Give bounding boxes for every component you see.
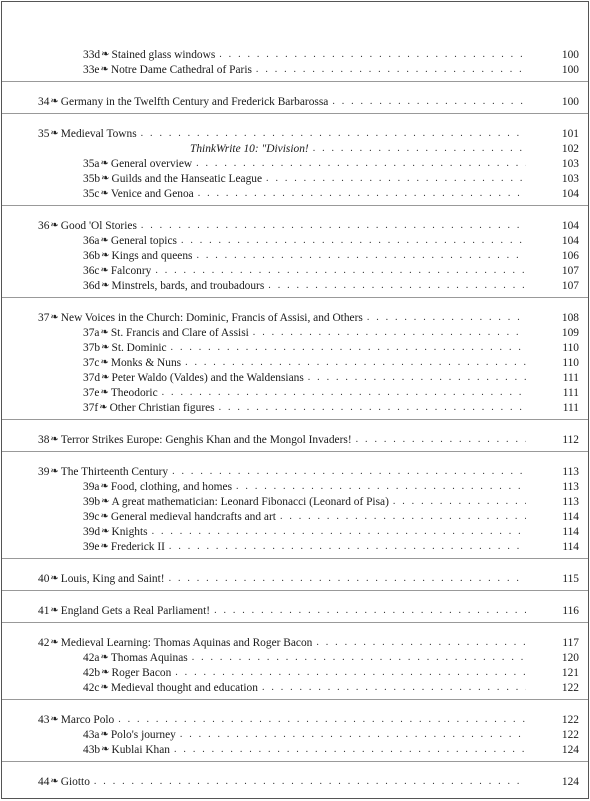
toc-entry-number: 39a [83,481,100,494]
toc-page-number: 117 [562,637,579,650]
dot-leader [262,172,526,186]
toc-section-row[interactable] [2,279,588,293]
toc-entry-title: Knights [111,525,148,538]
dot-leader [194,187,526,201]
toc-entry-number: 37f [83,401,99,414]
toc-entry-number: 39e [83,540,100,553]
dot-leader [168,465,526,479]
toc-entry-title: Guilds and the Hanseatic League [111,173,263,186]
toc-entry-number: 36c [83,265,100,278]
toc-entry-title: St. Dominic [111,342,167,355]
toc-section-row[interactable] [2,651,588,665]
toc-entry-title: Medieval Learning: Thomas Aquinas and Roger Bacon [60,637,313,650]
toc-section-row[interactable] [2,341,588,355]
fleuron-icon: ❧ [99,401,108,413]
toc-entry-title: General overview [110,158,193,171]
toc-entry-number: 43b [83,744,101,757]
toc-chapter-row[interactable] [2,775,588,789]
toc-entry-title: Minstrels, bards, and troubadours [111,280,265,292]
toc-page-number: 100 [561,49,579,61]
toc-entry-number: 36d [83,280,101,292]
toc-section-row[interactable] [2,326,588,340]
fleuron-icon: ❧ [50,434,59,445]
toc-page-number: 109 [561,327,579,340]
toc-entry-title: Stained glass windows [111,49,216,61]
fleuron-icon: ❧ [100,188,109,200]
section-divider [2,297,588,298]
toc-entry-title: Frederick II [110,540,165,553]
dot-leader [192,249,526,263]
toc-page-number: 124 [561,744,579,757]
fleuron-icon: ❧ [50,96,59,108]
toc-entry-number: 35 [38,128,50,141]
toc-chapter-row[interactable] [2,433,588,447]
section-divider [2,451,588,452]
toc-entry-number: 37c [83,357,100,369]
toc-section-row[interactable] [2,510,588,524]
toc-section-row[interactable] [2,540,588,554]
dot-leader [363,311,526,325]
toc-section-row[interactable] [2,249,588,263]
fleuron-icon: ❧ [100,158,109,170]
toc-section-row[interactable] [2,157,588,171]
toc-entry-title: St. Francis and Clare of Assisi [110,327,249,340]
fleuron-icon: ❧ [100,357,109,368]
dot-leader [258,681,526,695]
toc-chapter-row[interactable] [2,713,588,727]
dot-leader [176,728,526,742]
toc-page-number: 113 [562,466,579,479]
toc-entry-title: General medieval handcrafts and art [110,511,276,523]
toc-page-number: 103 [561,173,579,186]
dot-leader [137,127,526,141]
fleuron-icon: ❧ [101,250,110,262]
dot-leader [158,386,526,400]
toc-page-number: 114 [562,540,579,553]
toc-chapter-row[interactable] [2,604,588,618]
fleuron-icon: ❧ [50,573,59,585]
toc-entry-number: 39b [83,496,101,509]
toc-entry-number: 37 [38,312,50,325]
toc-entry-title: Marco Polo [60,714,115,727]
section-divider [2,81,588,82]
toc-page-number: 112 [562,434,579,446]
toc-page-number: 120 [561,652,579,665]
dot-leader [312,636,526,650]
toc-entry-number: 42 [38,637,50,650]
toc-entry-number: 36b [83,250,101,263]
toc-entry-number: 35b [83,173,101,186]
toc-entry-title: New Voices in the Church: Dominic, Francis of Assisi, and Others [60,312,363,325]
toc-section-row[interactable] [2,234,588,248]
toc-page-number: 111 [562,386,579,399]
toc-page-number: 101 [561,128,579,141]
toc-chapter-row[interactable] [2,219,588,233]
dot-leader [276,510,526,524]
toc-entry-title: Venice and Genoa [110,188,194,201]
fleuron-icon: ❧ [50,637,59,649]
toc-entry-number: 37b [83,342,101,355]
dot-leader [171,666,526,680]
toc-page-number: 122 [561,714,579,727]
dot-leader [249,326,526,340]
fleuron-icon: ❧ [101,342,110,354]
fleuron-icon: ❧ [101,744,110,756]
toc-page-number: 110 [562,342,579,355]
section-divider [2,113,588,114]
toc-entry-number: 39d [83,525,101,538]
dot-leader [304,371,526,385]
toc-entry-number: 42c [83,682,100,695]
toc-page-number: 111 [562,401,579,414]
dot-leader [232,480,526,494]
toc-entry-title: General topics [110,235,177,248]
toc-page-number: 100 [561,96,579,109]
toc-section-row[interactable] [2,172,588,186]
toc-entry-number: 40 [38,573,50,586]
fleuron-icon: ❧ [101,496,110,508]
toc-section-row[interactable] [2,743,588,757]
dot-leader [181,356,526,370]
fleuron-icon: ❧ [50,312,59,324]
toc-entry-title: Notre Dame Cathedral of Paris [110,63,252,76]
section-divider [2,622,588,623]
toc-page-number: 113 [562,481,579,494]
toc-entry-number: 33d [83,49,101,61]
toc-page-number: 107 [561,265,579,278]
toc-entry-title: Terror Strikes Europe: Genghis Khan and the Mongol Invaders! [60,434,352,446]
toc-section-row[interactable] [2,371,588,385]
fleuron-icon: ❧ [100,511,109,522]
toc-page-number: 100 [561,63,579,76]
dot-leader [389,495,526,509]
toc-entry-number: 35a [83,158,100,171]
toc-entry-title: Louis, King and Saint! [60,573,165,586]
toc-entry-title: Theodoric [110,386,158,399]
toc-entry-title: Good 'Ol Stories [60,220,137,233]
toc-page-number: 115 [562,573,579,586]
toc-page-number: 124 [561,776,579,789]
dot-leader [188,651,526,665]
toc-entry-title: Roger Bacon [111,667,172,680]
toc-entry-title: Giotto [60,776,90,789]
toc-entry-number: 36 [38,220,50,233]
toc-page-number: 116 [562,605,579,618]
fleuron-icon: ❧ [100,540,109,552]
toc-section-row[interactable] [2,187,588,201]
toc-entry-title: Kings and queens [111,250,193,263]
toc-page-number: 113 [562,496,579,509]
fleuron-icon: ❧ [50,714,59,726]
toc-entry-number: 43a [83,729,100,742]
toc-page-number: 106 [561,250,579,263]
toc-entry-number: 33e [83,63,100,76]
fleuron-icon: ❧ [100,386,109,398]
section-divider [2,205,588,206]
toc-section-row[interactable] [2,495,588,509]
dot-leader [151,264,526,278]
toc-entry-number: 36a [83,235,100,248]
dot-leader [165,572,526,586]
dot-leader [177,234,526,248]
fleuron-icon: ❧ [50,220,59,232]
fleuron-icon: ❧ [101,667,110,679]
toc-page-number: 122 [561,729,579,742]
toc-section-row[interactable] [2,401,588,415]
toc-section-row[interactable] [2,525,588,539]
toc-page-number: 103 [561,158,579,171]
toc-chapter-row[interactable] [2,572,588,586]
dot-leader [165,540,526,554]
section-divider [2,699,588,700]
toc-entry-title: Medieval thought and education [110,682,258,695]
dot-leader [192,157,526,171]
fleuron-icon: ❧ [100,265,109,277]
fleuron-icon: ❧ [101,371,110,383]
fleuron-icon: ❧ [100,327,109,339]
toc-entry-title: A great mathematician: Leonard Fibonacci (Leonard of Pisa) [111,496,389,509]
dot-leader [215,401,526,415]
toc-page-number: 110 [562,357,579,369]
fleuron-icon: ❧ [50,128,59,140]
dot-leader [170,743,526,757]
fleuron-icon: ❧ [50,605,59,617]
toc-section-row[interactable] [2,681,588,695]
dot-leader [352,433,526,447]
fleuron-icon: ❧ [100,729,109,741]
dot-leader [148,525,526,539]
toc-entry-number: 41 [38,605,50,618]
fleuron-icon: ❧ [50,466,59,478]
fleuron-icon: ❧ [101,525,110,537]
toc-entry-title: Food, clothing, and homes [110,481,233,494]
toc-section-row[interactable] [2,48,588,62]
toc-chapter-row[interactable] [2,636,588,650]
toc-page-number: 104 [561,220,579,233]
dot-leader [328,95,526,109]
dot-leader [210,604,526,618]
toc-entry-title: Peter Waldo (Valdes) and the Waldensians [111,371,304,384]
toc-entry-number: 37e [83,386,100,399]
toc-section-row[interactable] [2,480,588,494]
toc-page-number: 114 [562,525,579,538]
fleuron-icon: ❧ [50,776,59,788]
toc-section-row[interactable] [2,728,588,742]
toc-entry-title: Thomas Aquinas [110,652,188,665]
toc-entry-number: 34 [38,96,50,109]
section-divider [2,590,588,591]
toc-entry-title: ThinkWrite 10: "Division! [190,143,309,156]
fleuron-icon: ❧ [100,652,109,664]
toc-page-number: 111 [562,371,579,384]
toc-chapter-row[interactable] [2,465,588,479]
toc-entry-title: Medieval Towns [60,128,137,141]
fleuron-icon: ❧ [100,682,109,694]
toc-chapter-row[interactable] [2,311,588,325]
dot-leader [252,63,526,77]
toc-entry-title: Polo's journey [110,729,176,742]
fleuron-icon: ❧ [100,235,109,247]
fleuron-icon: ❧ [101,280,110,291]
toc-entry-number: 35c [83,188,100,201]
toc-section-row[interactable] [2,386,588,400]
fleuron-icon: ❧ [100,63,109,75]
toc-entry-title: England Gets a Real Parliament! [60,605,211,618]
dot-leader [264,279,526,293]
toc-section-row[interactable] [2,264,588,278]
dot-leader [114,713,526,727]
toc-entry-title: Other Christian figures [109,401,215,414]
dot-leader [137,219,526,233]
toc-entry-number: 43 [38,714,50,727]
dot-leader [309,142,526,156]
toc-entry-title: Monks & Nuns [110,357,182,369]
toc-entry-number: 38 [38,434,50,446]
toc-entry-number: 42a [83,652,100,665]
toc-page-number: 114 [562,511,579,523]
toc-chapter-row[interactable] [2,95,588,109]
fleuron-icon: ❧ [100,481,109,493]
toc-section-row[interactable] [2,666,588,680]
toc-page-number: 108 [561,312,579,325]
dot-leader [167,341,526,355]
toc-entry-number: 37d [83,371,101,384]
toc-section-row[interactable] [2,356,588,370]
toc-page-number: 107 [561,280,579,292]
dot-leader [215,48,526,62]
toc-entry-number: 39 [38,466,50,479]
section-divider [2,558,588,559]
section-divider [2,419,588,420]
toc-entry-title: Germany in the Twelfth Century and Frederick Barbarossa [60,96,329,109]
toc-page-number: 104 [561,188,579,201]
toc-entry-number: 42b [83,667,101,680]
toc-page-number: 102 [561,143,579,156]
toc-page-number: 122 [561,682,579,695]
toc-entry-title: Kublai Khan [111,744,171,757]
table-of-contents-page [1,1,589,799]
toc-entry-title: The Thirteenth Century [60,466,169,479]
fleuron-icon: ❧ [101,49,110,60]
fleuron-icon: ❧ [101,173,110,185]
toc-entry-number: 37a [83,327,100,340]
section-divider [2,761,588,762]
toc-entry-number: 44 [38,776,50,789]
toc-entry-title: Falconry [110,265,152,278]
toc-entry-number: 39c [83,511,100,523]
toc-section-row[interactable] [2,142,588,156]
toc-section-row[interactable] [2,63,588,77]
toc-chapter-row[interactable] [2,127,588,141]
toc-page-number: 104 [561,235,579,248]
toc-page-number: 121 [561,667,579,680]
dot-leader [90,775,526,789]
